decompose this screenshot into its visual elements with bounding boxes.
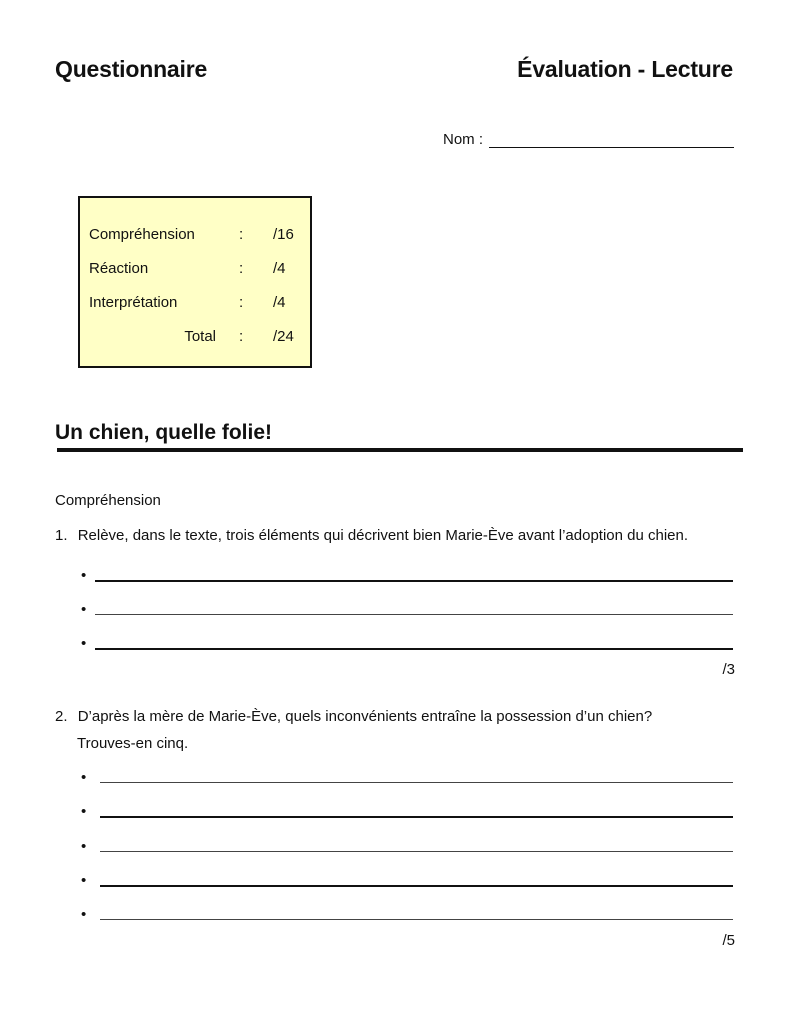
- section-title: Un chien, quelle folie!: [55, 421, 273, 444]
- nom-field[interactable]: [443, 131, 734, 148]
- score-points: /24: [273, 328, 294, 345]
- nom-blank-line[interactable]: [489, 133, 734, 148]
- question-text: Relève, dans le texte, trois éléments qui décrivent bien Marie-Ève avant l’adoption du chien.: [77, 527, 689, 544]
- answer-line[interactable]: [95, 614, 733, 615]
- bullet-icon: •: [81, 601, 87, 618]
- section-divider: [57, 448, 743, 452]
- question-text: D’après la mère de Marie-Ève, quels inconvénients entraîne la possession d’un chien?: [77, 708, 653, 725]
- bullet-icon: •: [81, 567, 87, 584]
- score-points: /4: [273, 260, 286, 277]
- score-points: /16: [273, 226, 294, 243]
- answer-line[interactable]: [100, 919, 733, 920]
- nom-label: Nom :: [443, 131, 484, 148]
- answer-line[interactable]: [100, 782, 733, 783]
- bullet-icon: •: [81, 769, 87, 786]
- answer-line[interactable]: [95, 648, 733, 650]
- score-label: Total: [184, 328, 216, 345]
- question-number: 1.: [55, 527, 68, 544]
- question-2-instruction: Trouves-en cinq.: [77, 735, 189, 752]
- section-subheading: Compréhension: [55, 492, 161, 509]
- score-separator: :: [239, 294, 244, 311]
- score-row-total: [80, 328, 310, 348]
- question-1: [55, 527, 688, 544]
- score-points: /4: [273, 294, 286, 311]
- questionnaire-title: Questionnaire: [55, 56, 208, 82]
- score-row-reaction: [80, 260, 310, 280]
- question-2: [55, 708, 652, 725]
- bullet-icon: •: [81, 803, 87, 820]
- answer-line[interactable]: [100, 816, 733, 818]
- score-row-comprehension: [80, 226, 310, 246]
- bullet-icon: •: [81, 635, 87, 652]
- score-label: Réaction: [89, 260, 149, 277]
- score-separator: :: [239, 328, 244, 345]
- answer-line[interactable]: [100, 885, 733, 887]
- bullet-icon: •: [81, 872, 87, 889]
- score-label: Interprétation: [89, 294, 178, 311]
- score-separator: :: [239, 226, 244, 243]
- score-separator: :: [239, 260, 244, 277]
- question-2-points: /5: [722, 932, 735, 949]
- score-label: Compréhension: [89, 226, 195, 243]
- question-number: 2.: [55, 708, 68, 725]
- bullet-icon: •: [81, 906, 87, 923]
- answer-line[interactable]: [100, 851, 733, 852]
- question-1-points: /3: [722, 661, 735, 678]
- score-row-interpretation: [80, 294, 310, 314]
- evaluation-title: Évaluation - Lecture: [517, 56, 733, 82]
- answer-line[interactable]: [95, 580, 733, 582]
- bullet-icon: •: [81, 838, 87, 855]
- score-box: [78, 196, 312, 368]
